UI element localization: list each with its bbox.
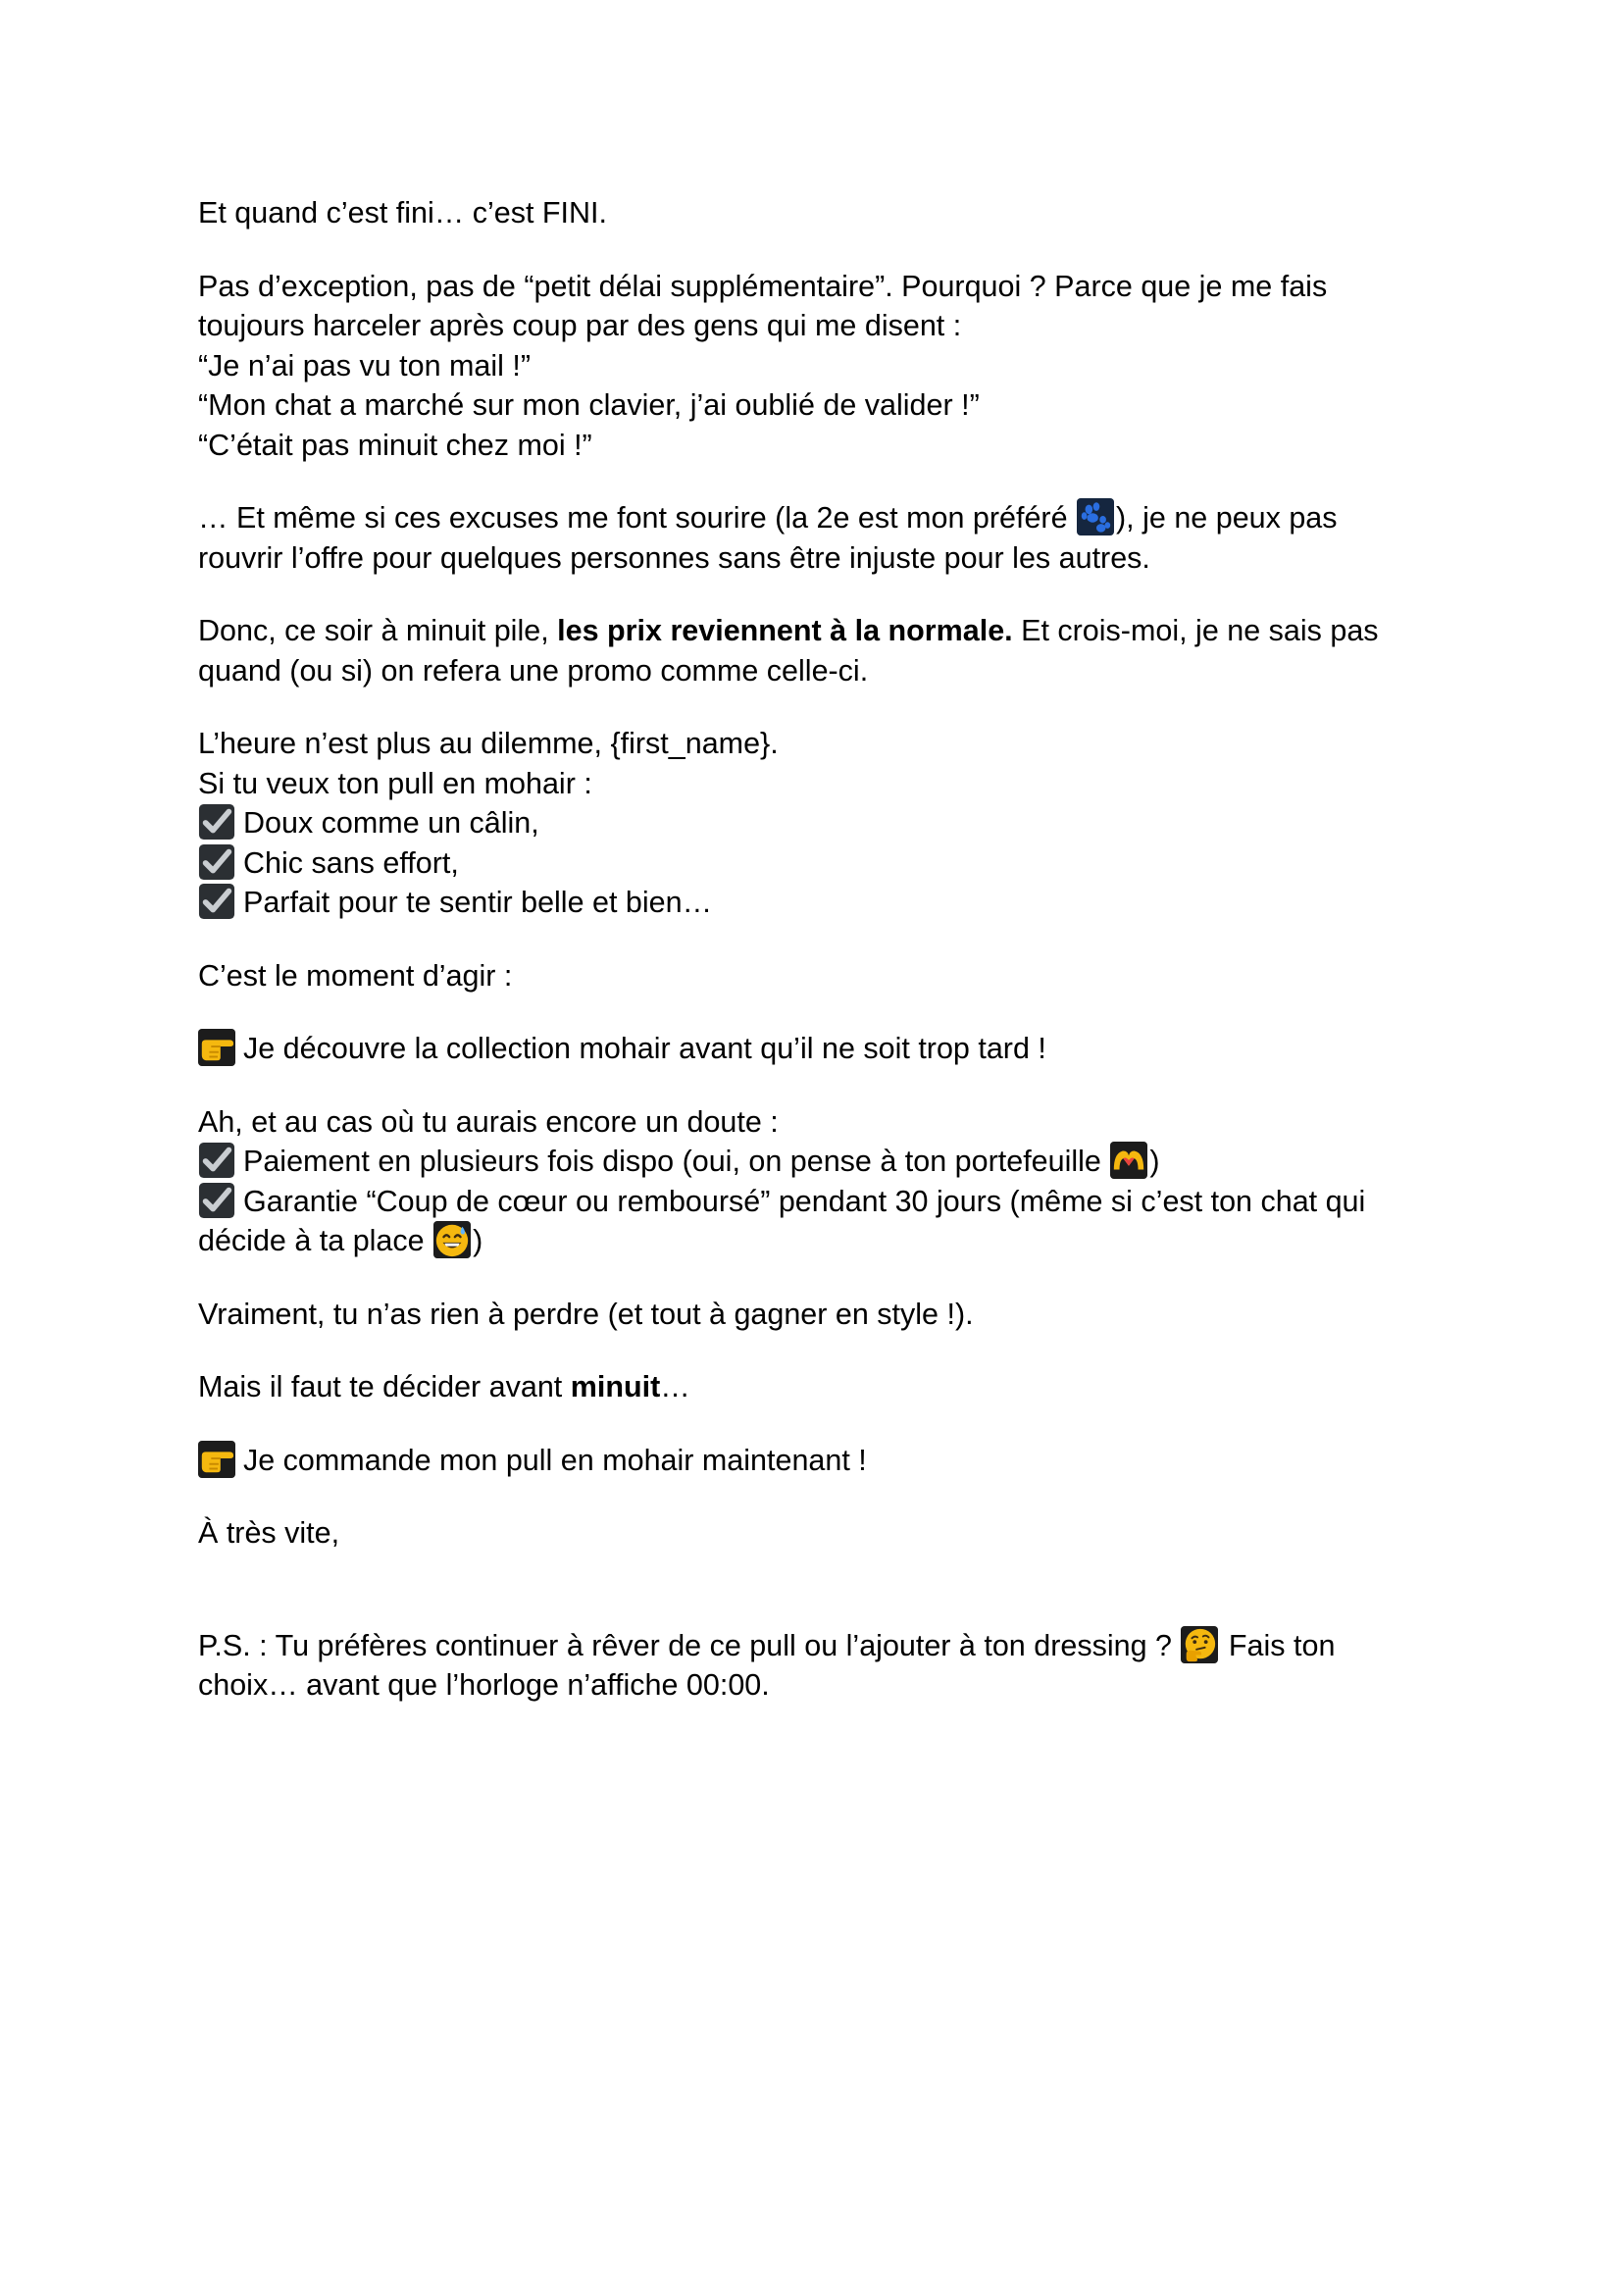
paragraph-intro: [198, 193, 1434, 233]
text-segment: ): [473, 1224, 483, 1257]
paw-prints-icon: [1077, 498, 1114, 535]
check-mark-button-icon: [198, 883, 235, 920]
text-line: [198, 498, 1434, 538]
checklist-text: Chic sans effort,: [243, 845, 459, 880]
paragraph-signoff: [198, 1513, 1434, 1554]
text-line: [198, 611, 1434, 651]
text-segment: décide à ta place: [198, 1224, 433, 1257]
paragraph-act-now: [198, 956, 1434, 996]
paragraph-nothing-to-lose: [198, 1295, 1434, 1335]
email-body: [198, 193, 1434, 1739]
text-segment: Donc, ce soir à minuit pile,: [198, 614, 558, 647]
paragraph-postscript: [198, 1626, 1434, 1706]
checklist-text: ): [1149, 1145, 1160, 1178]
cta-text[interactable]: Je découvre la collection mohair avant qu’il ne soit trop tard !: [243, 1032, 1046, 1065]
text-segment: …: [660, 1370, 690, 1403]
text-line: Ah, et au cas où tu aurais encore un doute :: [198, 1104, 779, 1139]
text-line: choix… avant que l’horloge n’affiche 00:00.: [198, 1668, 770, 1702]
cta-line[interactable]: [198, 1441, 1434, 1481]
text-line: [198, 1626, 1434, 1666]
text-line: [198, 1221, 1434, 1261]
checklist-text: Paiement en plusieurs fois dispo (oui, on pense à ton portefeuille: [243, 1145, 1110, 1178]
text-line: Si tu veux ton pull en mohair :: [198, 766, 592, 800]
checklist-text: Doux comme un câlin,: [243, 806, 539, 840]
text-line: À très vite,: [198, 1516, 340, 1550]
cta-order-now[interactable]: [198, 1441, 1434, 1481]
checklist-item: [198, 1182, 1434, 1222]
paragraph-fairness: [198, 498, 1434, 578]
paragraph-reassurance: [198, 1102, 1434, 1261]
quote-line: “C’était pas minuit chez moi !”: [198, 428, 592, 462]
quote-line: “Je n’ai pas vu ton mail !”: [198, 348, 532, 382]
text-line: [198, 1367, 1434, 1407]
text-line: C’est le moment d’agir :: [198, 958, 513, 993]
text-line: Vraiment, tu n’as rien à perdre (et tout à gagner en style !).: [198, 1297, 974, 1331]
check-mark-button-icon: [198, 803, 235, 841]
text-line: rouvrir l’offre pour quelques personnes sans être injuste pour les autres.: [198, 540, 1150, 575]
text-segment: ), je ne peux pas: [1116, 501, 1338, 535]
cta-line[interactable]: [198, 1029, 1434, 1069]
paragraph-excuses: [198, 267, 1434, 466]
heart-hands-icon: [1110, 1142, 1147, 1179]
text-segment: Fais ton: [1220, 1628, 1336, 1662]
checklist-item: [198, 883, 1434, 923]
text-line: toujours harceler après coup par des gens qui me disent :: [198, 309, 962, 342]
text-segment: Mais il faut te décider avant: [198, 1370, 571, 1403]
check-mark-button-icon: [198, 1182, 235, 1219]
checklist-text: Garantie “Coup de cœur ou remboursé” pendant 30 jours (même si c’est ton chat qui: [243, 1184, 1366, 1218]
checklist-item: [198, 803, 1434, 843]
quote-line: “Mon chat a marché sur mon clavier, j’ai oublié de valider !”: [198, 388, 980, 422]
thinking-face-icon: [1181, 1626, 1218, 1663]
cta-discover-collection[interactable]: [198, 1029, 1434, 1069]
check-mark-button-icon: [198, 843, 235, 881]
check-mark-button-icon: [198, 1142, 235, 1179]
text-line: Pas d’exception, pas de “petit délai supplémentaire”. Pourquoi ? Parce que je me fais: [198, 269, 1328, 303]
checklist-text: Parfait pour te sentir belle et bien…: [243, 886, 713, 919]
checklist-item: [198, 1142, 1434, 1182]
paragraph-price-return: [198, 611, 1434, 690]
grinning-face-with-sweat-icon: [433, 1221, 471, 1258]
backhand-index-pointing-right-icon: [198, 1029, 235, 1066]
paragraph-benefits: [198, 724, 1434, 923]
text-line: L’heure n’est plus au dilemme, {first_name}.: [198, 727, 779, 760]
text-segment: Et crois-moi, je ne sais pas: [1012, 614, 1379, 647]
backhand-index-pointing-right-icon: [198, 1441, 235, 1478]
text-line: Et quand c’est fini… c’est FINI.: [198, 196, 607, 229]
cta-text[interactable]: Je commande mon pull en mohair maintenant !: [243, 1443, 867, 1477]
paragraph-deadline: [198, 1367, 1434, 1407]
text-line: quand (ou si) on refera une promo comme celle-ci.: [198, 653, 869, 688]
text-segment: … Et même si ces excuses me font sourire (la 2e est mon préféré: [198, 501, 1077, 535]
bold-text: minuit: [570, 1370, 661, 1403]
bold-text: les prix reviennent à la normale.: [557, 614, 1013, 647]
checklist-item: [198, 843, 1434, 884]
text-segment: P.S. : Tu préfères continuer à rêver de ce pull ou l’ajouter à ton dressing ?: [198, 1628, 1181, 1662]
